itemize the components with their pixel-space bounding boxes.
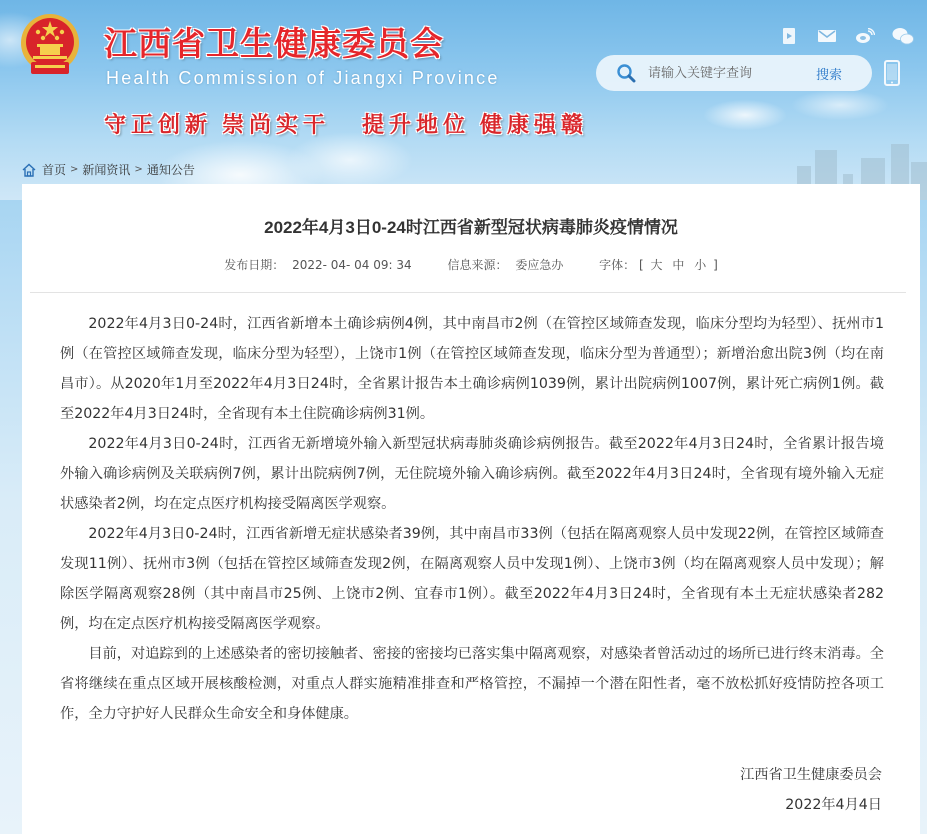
search-button[interactable]: 搜索 [816, 64, 842, 83]
slogan-4: 健康强赣 [480, 112, 589, 138]
paragraph-measures: 目前，对追踪到的上述感染者的密切接触者、密接的密接均已落实集中隔离观察，对感染者曾活动过的场所已进行终末消毒。全省将继续在重点区域开展核酸检测，对重点人群实施精准排查和严格管控，不漏掉一个潜在阳性者，毫不放松抓好疫情防控各项工作，全力守护好人民群众生命安全和身体健康。 [60, 646, 884, 722]
signature [740, 760, 882, 820]
breadcrumb [22, 161, 195, 178]
divider [30, 292, 906, 293]
national-emblem-icon [19, 12, 81, 78]
publish-date: 发布日期： 2022- 04- 04 09: 34 [224, 258, 412, 272]
article-panel [22, 184, 920, 834]
search-input[interactable] [648, 66, 808, 81]
breadcrumb-separator: > [134, 164, 143, 175]
breadcrumb-notices[interactable]: 通知公告 [146, 163, 195, 177]
social-links [770, 26, 922, 46]
article-meta [22, 256, 920, 273]
slogan-1: 守正创新 [104, 112, 213, 138]
slogan-2: 崇尚实干 [222, 112, 331, 138]
font-size-selector: 字体： [ 大 中 小 ] [599, 258, 718, 272]
search-icon[interactable] [616, 63, 636, 83]
home-icon[interactable] [22, 163, 36, 177]
font-size-small[interactable]: 小 [694, 258, 707, 272]
breadcrumb-news[interactable]: 新闻资讯 [82, 163, 131, 177]
mobile-icon[interactable] [884, 60, 900, 86]
font-size-medium[interactable]: 中 [672, 258, 685, 272]
article-body [60, 309, 884, 729]
site-header [0, 0, 927, 200]
article-title: 2022年4月3日0-24时江西省新型冠状病毒肺炎疫情情况 [264, 218, 678, 237]
paragraph-asymptomatic: 2022年4月3日0-24时，江西省新增无症状感染者39例，其中南昌市33例（包括在隔离观察人员中发现22例，在管控区域筛查发现11例）、抚州市3例（包括在管控区域筛查发现2例，在隔离观察人员中发现1例）、上饶市3例（均在隔离观察人员中发现）；解除医学隔离观察28例（其中南昌市25例、上饶市2例、宜春市1例）。截至2022年4月3日24时，全省现有本土无症状感染者282例，均在定点医疗机构接受隔离医学观察。 [60, 526, 884, 632]
signature-org: 江西省卫生健康委员会 [740, 767, 882, 783]
weibo-icon[interactable] [846, 26, 884, 46]
slogan-3: 提升地位 [362, 112, 471, 138]
site-title: 江西省卫生健康委员会 [104, 24, 444, 63]
signature-date: 2022年4月4日 [785, 797, 882, 813]
mail-icon[interactable] [808, 26, 846, 46]
wechat-icon[interactable] [884, 26, 922, 46]
paragraph-imported-cases: 2022年4月3日0-24时，江西省无新增境外输入新型冠状病毒肺炎确诊病例报告。截至2022年4月3日24时，全省累计报告境外输入确诊病例及关联病例7例，累计出院病例7例，无住院境外输入确诊病例。截至2022年4月3日24时，全省现有境外输入无症状感染者2例，均在定点医疗机构接受隔离医学观察。 [60, 436, 884, 512]
breadcrumb-home[interactable]: 首页 [42, 163, 67, 177]
info-source: 信息来源： 委应急办 [447, 258, 564, 272]
paragraph-local-cases: 2022年4月3日0-24时，江西省新增本土确诊病例4例，其中南昌市2例（在管控区域筛查发现，临床分型均为轻型）、抚州市1例（在管控区域筛查发现，临床分型为轻型），上饶市1例（在管控区域筛查发现，临床分型为普通型）；新增治愈出院3例（均在南昌市）。从2020年1月至2022年4月3日24时，全省累计报告本土确诊病例1039例，累计出院病例1007例，累计死亡病例1例。截至2022年4月3日24时，全省现有本土住院确诊病例31例。 [60, 316, 884, 422]
video-icon[interactable] [770, 26, 808, 46]
breadcrumb-separator: > [70, 164, 79, 175]
site-subtitle: Health Commission of Jiangxi Province [106, 68, 500, 88]
search-bar [596, 55, 872, 91]
font-size-large[interactable]: 大 [650, 258, 663, 272]
